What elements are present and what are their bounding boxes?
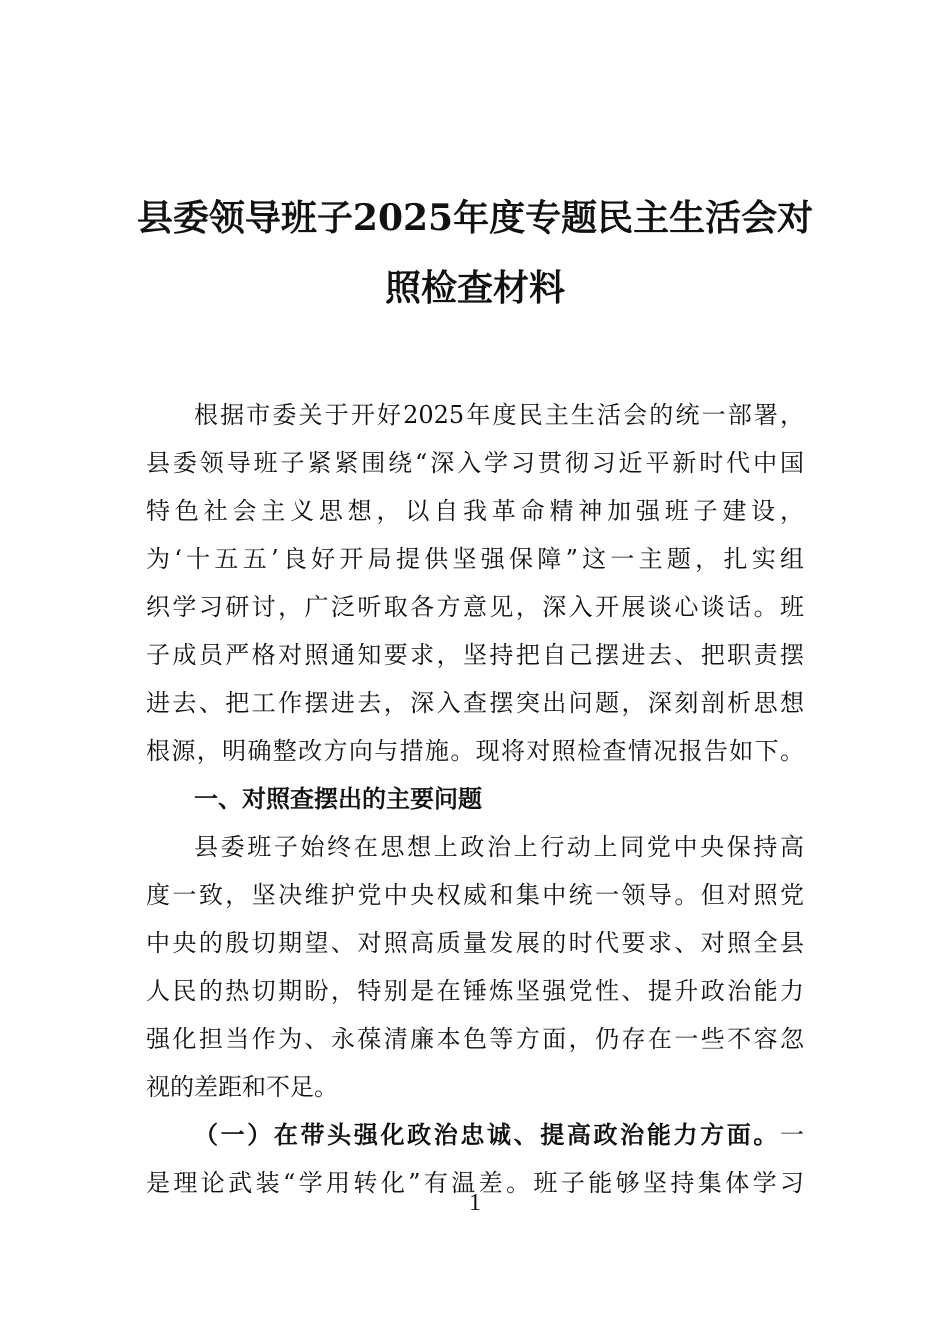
subsection-paragraph-line	[194, 1115, 804, 1155]
intro-paragraph-line: 县委领导班子紧紧围绕“深入学习贯彻习近平新时代中国	[146, 449, 804, 477]
intro-paragraph-line: 根源，明确整改方向与措施。现将对照检查情况报告如下。	[146, 737, 804, 765]
document-title-line-2: 照检查材料	[384, 267, 565, 309]
intro-paragraph-line: 进去、把工作摆进去，深入查摆突出问题，深刻剖析思想	[146, 689, 804, 717]
section-paragraph-line: 视的差距和不足。	[146, 1073, 338, 1101]
intro-paragraph-line: 特色社会主义思想，以自我革命精神加强班子建设，	[146, 497, 804, 525]
section-paragraph-line: 县委班子始终在思想上政治上行动上同党中央保持高	[194, 833, 804, 861]
intro-paragraph-line: 根据市委关于开好2025年度民主生活会的统一部署，	[194, 401, 804, 429]
section-paragraph-line: 度一致，坚决维护党中央权威和集中统一领导。但对照党	[146, 881, 804, 909]
subsection-line-tail: 一	[780, 1121, 804, 1149]
section-heading: 一、对照查摆出的主要问题	[194, 785, 482, 813]
intro-paragraph-line: 子成员严格对照通知要求，坚持把自己摆进去、把职责摆	[146, 641, 804, 669]
subsection-heading: （一）在带头强化政治忠诚、提高政治能力方面。	[194, 1120, 780, 1149]
intro-paragraph-line: 织学习研讨，广泛听取各方意见，深入开展谈心谈话。班	[146, 593, 804, 621]
section-paragraph-line: 人民的热切期盼，特别是在锤炼坚强党性、提升政治能力	[146, 977, 804, 1005]
section-paragraph-line: 强化担当作为、永葆清廉本色等方面，仍存在一些不容忽	[146, 1025, 804, 1053]
page-number: 1	[469, 1190, 481, 1216]
intro-paragraph-line: 为‘十五五’良好开局提供坚强保障”这一主题，扎实组	[146, 545, 804, 573]
subsection-paragraph-line: 是理论武装“学用转化”有温差。班子能够坚持集体学习	[146, 1169, 804, 1197]
section-paragraph-line: 中央的殷切期望、对照高质量发展的时代要求、对照全县	[146, 929, 804, 957]
document-title-line-1: 县委领导班子2025年度专题民主生活会对	[136, 197, 814, 239]
